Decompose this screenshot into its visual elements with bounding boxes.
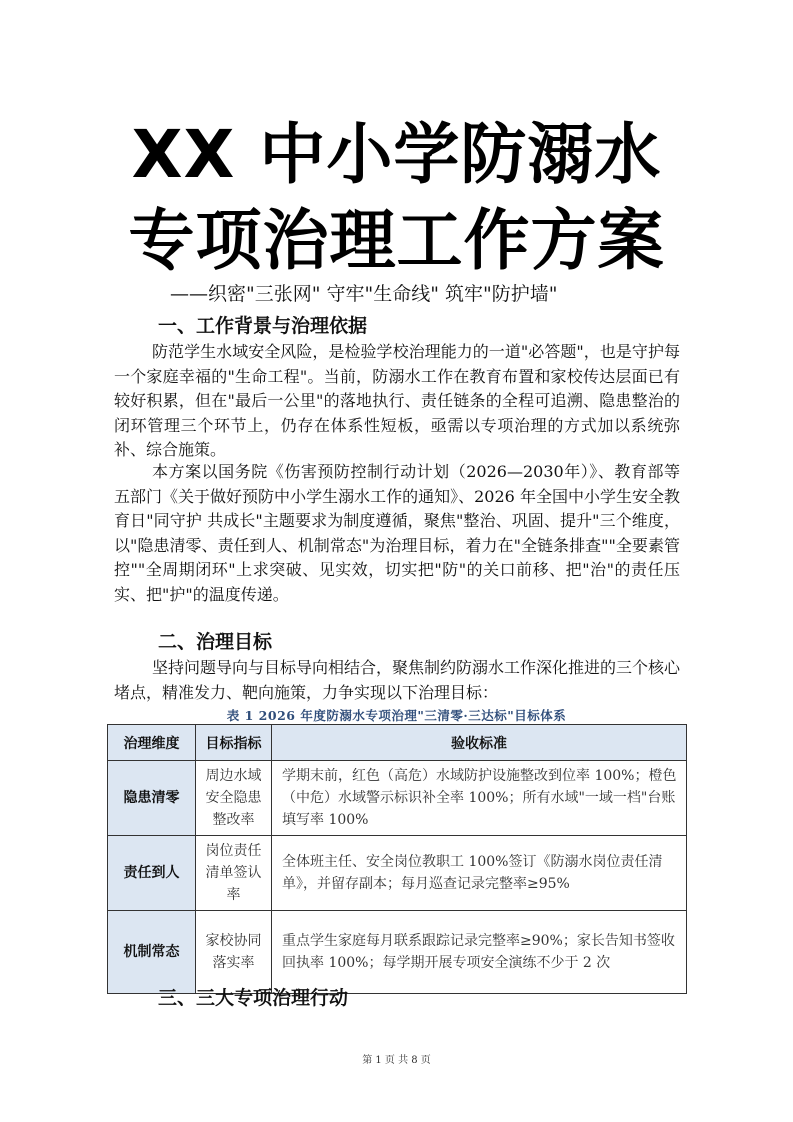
section-2-heading: 二、治理目标 [158, 631, 273, 653]
table-header-cell: 验收标准 [272, 725, 687, 761]
doc-subtitle: ——织密"三张网" 守牢"生命线" 筑牢"防护墙" [170, 283, 558, 305]
section-1-paragraph-1: 防范学生水域安全风险，是检验学校治理能力的一道"必答题"，也是守护每一个家庭幸福的"生命工程"。当前，防溺水工作在教育布置和家校传达层面已有较好积累，但在"最后一公里"的落地执行、责任链条的全程可追溯、隐患整治的闭环管理三个环节上，仍存在体系性短板，亟需以专项治理的方式加以系统弥补、综合施策。 [114, 342, 680, 459]
page-footer: 第 1 页 共 8 页 [362, 1055, 431, 1066]
table-header-cell: 目标指标 [196, 725, 272, 761]
indicator-cell: 家校协同落实率 [196, 911, 272, 994]
table-caption: 表 1 2026 年度防溺水专项治理"三清零·三达标"目标体系 [226, 708, 567, 723]
target-table [107, 724, 687, 994]
section-3-heading: 三、三大专项治理行动 [158, 987, 349, 1009]
indicator-cell: 周边水域安全隐患整改率 [196, 761, 272, 836]
standard-cell: 全体班主任、安全岗位教职工 100%签订《防溺水岗位责任清单》，并留存副本；每月巡查记录完整率≥95% [272, 836, 687, 911]
table-row [108, 761, 687, 836]
table-header-row [108, 725, 687, 761]
standard-cell: 重点学生家庭每月联系跟踪记录完整率≥90%；家长告知书签收回执率 100%；每学期开展专项安全演练不少于 2 次 [272, 911, 687, 994]
section-2-paragraph-1: 坚持问题导向与目标导向相结合，聚焦制约防溺水工作深化推进的三个核心堵点，精准发力、靶向施策，力争实现以下治理目标： [114, 658, 681, 702]
table-row [108, 836, 687, 911]
table-row [108, 911, 687, 994]
table-header-cell: 治理维度 [108, 725, 196, 761]
doc-title-line2: 专项治理工作方案 [128, 202, 665, 279]
dimension-cell: 机制常态 [108, 911, 196, 994]
indicator-cell: 岗位责任清单签认率 [196, 836, 272, 911]
standard-cell: 学期末前，红色（高危）水域防护设施整改到位率 100%；橙色（中危）水域警示标识补全率 100%；所有水域"一域一档"台账填写率 100% [272, 761, 687, 836]
doc-title-line1: XX 中小学防溺水 [131, 116, 662, 193]
dimension-cell: 隐患清零 [108, 761, 196, 836]
section-1-paragraph-2: 本方案以国务院《伤害预防控制行动计划（2026—2030年）》、教育部等五部门《关于做好预防中小学生溺水工作的通知》、2026 年全国中小学生安全教育日"同守护 共成长"主题要求为制度遵循，聚焦"整治、巩固、提升"三个维度，以"隐患清零、责任到人、机制常态"为治理目标，着力在"全链条排查""全要素管控""全周期闭环"上求突破、见实效，切实把"防"的关口前移、把"治"的责任压实、把"护"的温度传递。 [114, 462, 680, 604]
dimension-cell: 责任到人 [108, 836, 196, 911]
section-1-heading: 一、工作背景与治理依据 [158, 315, 368, 337]
